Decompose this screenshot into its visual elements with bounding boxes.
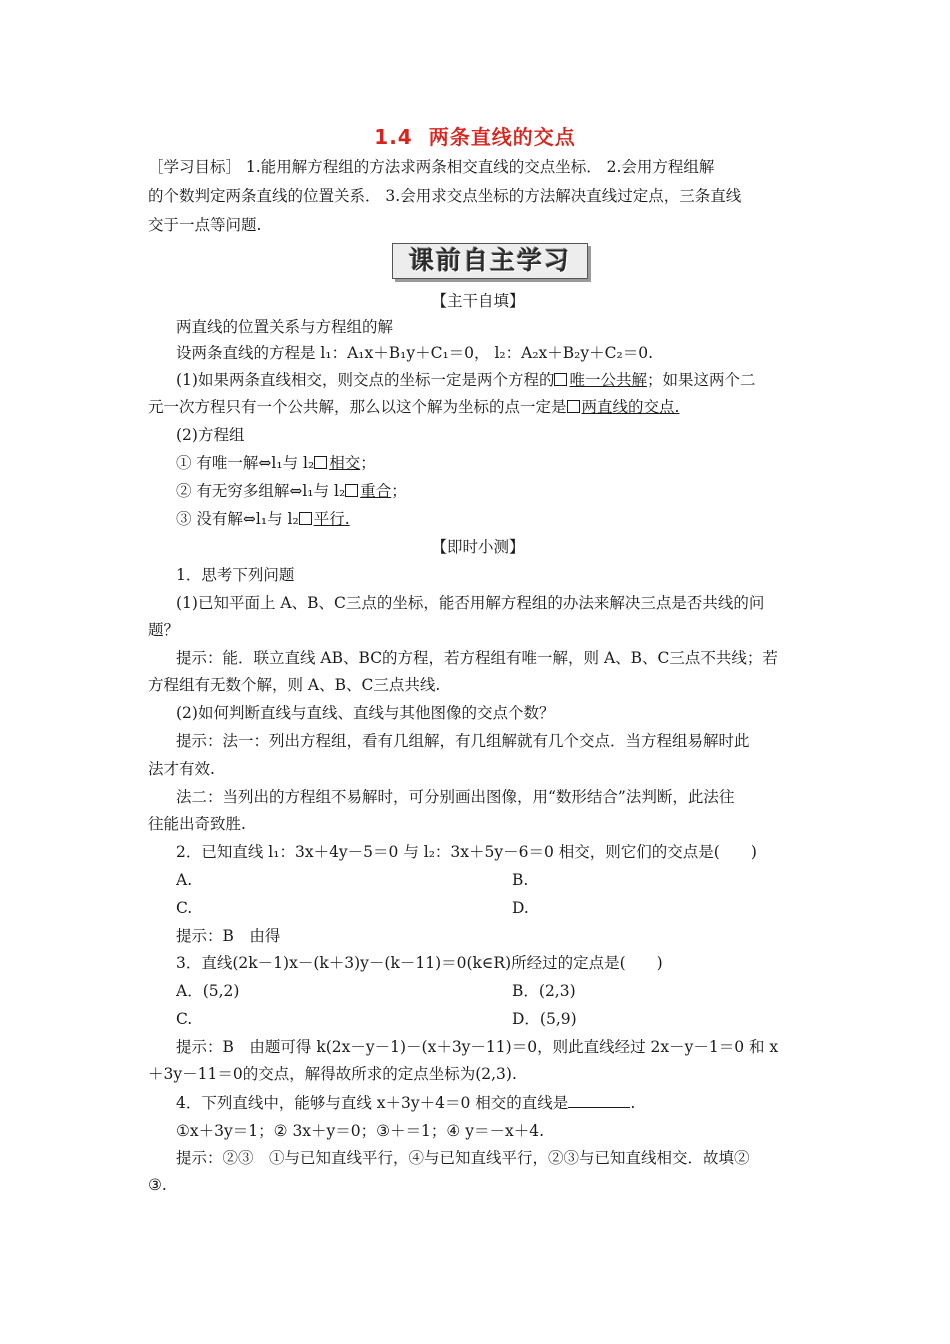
question-1-2: (2)如何判断直线与直线、直线与其他图像的交点个数？ xyxy=(176,704,555,722)
blank-box-icon xyxy=(299,512,312,525)
hint-2b: 法才有效. xyxy=(148,760,215,778)
option-b: B. xyxy=(512,871,529,889)
case-3 xyxy=(176,506,808,532)
text: ③ 没有解⇔l₁与 l₂ xyxy=(176,510,299,528)
answer-5: 平行. xyxy=(313,510,350,528)
text: 4．下列直线中，能够与直线 x＋3y＋4＝0 相交的直线是 xyxy=(176,1094,569,1112)
question-3-options-row-2 xyxy=(176,1006,808,1032)
option-c: C. xyxy=(176,1010,193,1028)
question-3: 3．直线(2k－1)x－(k＋3)y－(k－11)＝0(k∈R)所经过的定点是( ) xyxy=(176,954,663,972)
option-d: D．(5,9) xyxy=(512,1010,577,1028)
hint-1a: 提示：能．联立直线 AB、BC的方程，若方程组有唯一解，则 A、B、C三点不共线；若 xyxy=(176,649,778,667)
question-4-hint-b: ③. xyxy=(148,1176,167,1194)
case-2 xyxy=(176,478,808,504)
heading-main-fill: 【主干自填】 xyxy=(431,292,525,310)
text: . xyxy=(630,1094,636,1112)
heading-quick-test: 【即时小测】 xyxy=(431,538,525,556)
option-c: C. xyxy=(176,899,193,917)
paragraph-1a xyxy=(176,367,808,393)
hint-2a: 提示：法一：列出方程组，看有几组解，有几组解就有几个交点．当方程组易解时此 xyxy=(176,732,750,750)
text: ； xyxy=(391,482,407,500)
section-banner xyxy=(392,243,588,279)
option-a: A. xyxy=(176,871,193,889)
question-3-hint-b: ＋3y－11＝0的交点，解得故所求的定点坐标为(2,3). xyxy=(148,1065,517,1083)
text: ① 有唯一解⇔l₁与 l₂ xyxy=(176,454,315,472)
option-d: D. xyxy=(512,899,529,917)
blank-box-icon xyxy=(345,484,358,497)
question-4 xyxy=(176,1090,808,1116)
question-2-options-row-2 xyxy=(176,895,808,921)
text: ；如果这两个二 xyxy=(646,371,756,389)
question-2: 2．已知直线 l₁：3x＋4y－5＝0 与 l₂：3x＋5y－6＝0 相交，则它们的交点是( ) xyxy=(176,843,757,861)
option-b: B．(2,3) xyxy=(512,982,576,1000)
section-title: 两条直线的交点 xyxy=(428,125,576,149)
blank-box-icon xyxy=(567,400,580,413)
answer-2: 两直线的交点. xyxy=(581,398,680,416)
question-1-1b: 题？ xyxy=(148,621,180,639)
question-3-hint-a: 提示：B 由题可得 k(2x－y－1)－(x＋3y－11)＝0，则此直线经过 2x－y－1＝0 和 x xyxy=(176,1038,779,1056)
paragraph-2: (2)方程组 xyxy=(176,426,245,444)
question-2-hint: 提示：B 由得 xyxy=(176,927,281,945)
blank-box-icon xyxy=(554,373,567,386)
text: 元一次方程只有一个公共解，那么以这个解为坐标的点一定是 xyxy=(148,398,567,416)
hint-3a: 法二：当列出的方程组不易解时，可分别画出图像，用“数形结合”法判断，此法往 xyxy=(176,788,735,806)
question-1-1a: (1)已知平面上 A、B、C三点的坐标，能否用解方程组的办法来解决三点是否共线的问 xyxy=(176,594,765,612)
question-4-options: ①x＋3y＝1；② 3x＋y＝0；③＋＝1；④ y＝－x＋4. xyxy=(176,1122,545,1140)
objectives-line-3: 交于一点等问题. xyxy=(148,216,262,234)
question-2-options-row-1 xyxy=(176,867,808,893)
question-3-options-row-1 xyxy=(176,978,808,1004)
subtitle: 两直线的位置关系与方程组的解 xyxy=(176,318,394,336)
page-title xyxy=(0,121,950,150)
text: (1)如果两条直线相交，则交点的坐标一定是两个方程的 xyxy=(176,371,555,389)
answer-blank xyxy=(568,1107,630,1108)
hint-1b: 方程组有无数个解，则 A、B、C三点共线. xyxy=(148,676,441,694)
objectives-line-2: 的个数判定两条直线的位置关系． 3.会用求交点坐标的方法解决直线过定点，三条直线 xyxy=(148,187,742,205)
equation-line: 设两条直线的方程是 l₁：A₁x＋B₁y＋C₁＝0， l₂：A₂x＋B₂y＋C₂＝0. xyxy=(176,344,654,362)
objectives-line-1: ［学习目标］ 1.能用解方程组的方法求两条相交直线的交点坐标． 2.会用方程组解 xyxy=(148,158,715,176)
banner-label: 课前自主学习 xyxy=(408,246,571,275)
case-1 xyxy=(176,450,808,476)
section-number: 1.4 xyxy=(374,125,413,149)
question-4-hint-a: 提示：②③ ①与已知直线平行，④与已知直线平行，②③与已知直线相交．故填② xyxy=(176,1149,750,1167)
answer-4: 重合 xyxy=(360,482,392,500)
blank-box-icon xyxy=(314,456,327,469)
question-1: 1．思考下列问题 xyxy=(176,566,295,584)
text: ② 有无穷多组解⇔l₁与 l₂ xyxy=(176,482,346,500)
answer-1: 唯一公共解 xyxy=(569,371,647,389)
text: ； xyxy=(360,454,376,472)
hint-3b: 往能出奇致胜. xyxy=(148,815,246,833)
option-a: A．(5,2) xyxy=(176,982,240,1000)
paragraph-1b xyxy=(148,394,808,420)
answer-3: 相交 xyxy=(329,454,361,472)
